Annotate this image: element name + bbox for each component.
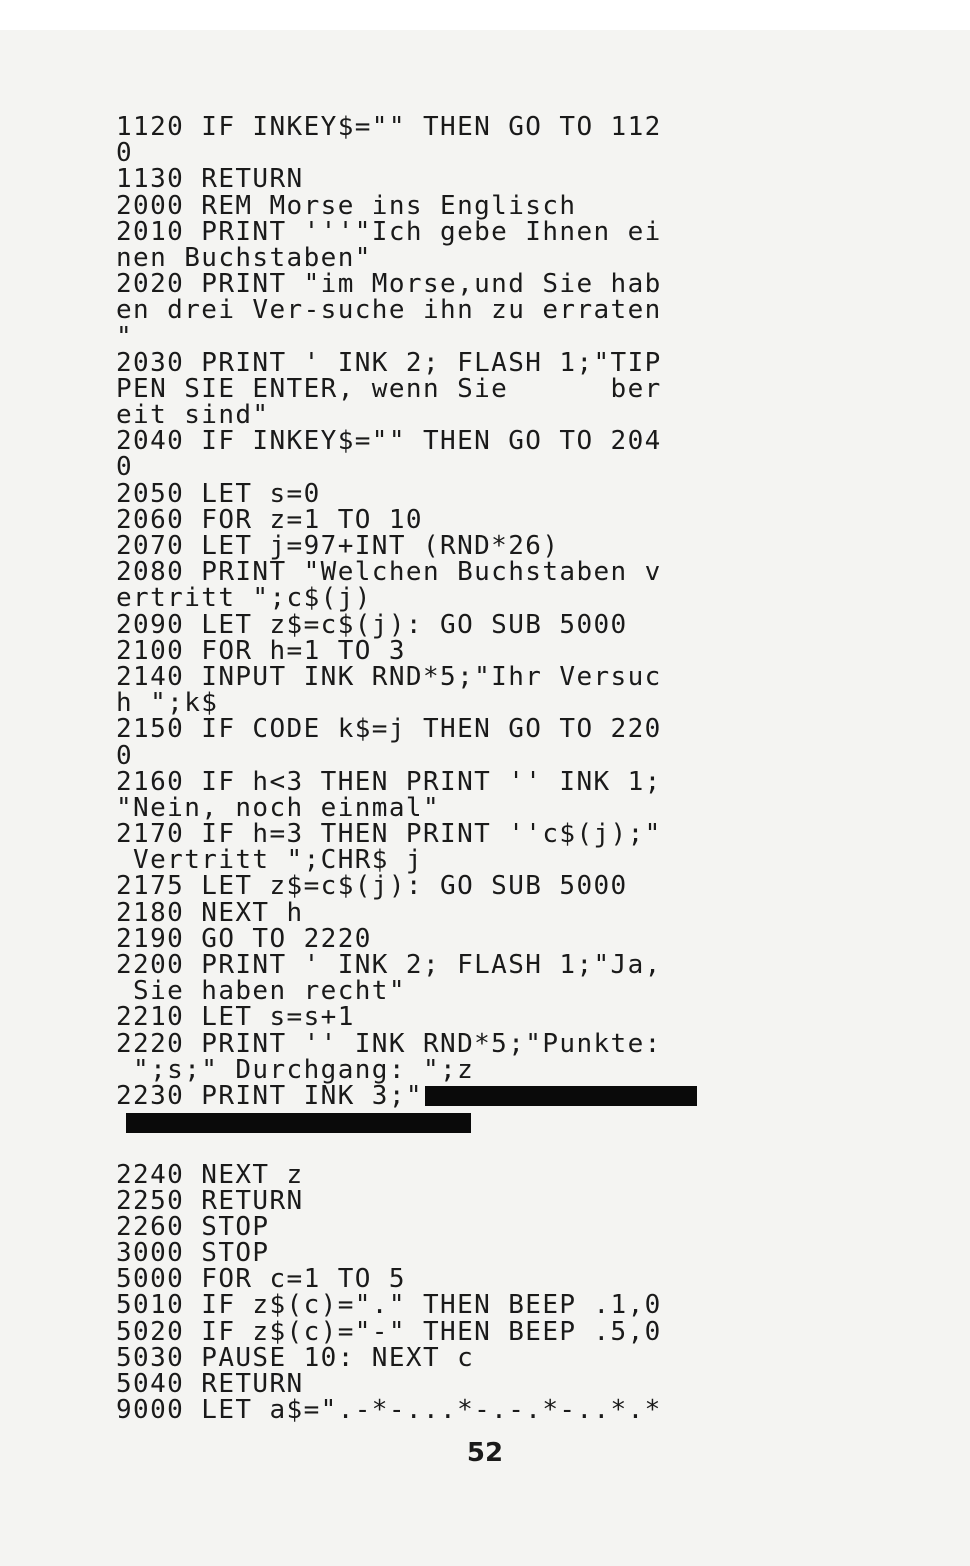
code-line: ertritt ";c$(j) [116, 583, 372, 614]
code-line: ";s;" Durchgang: ";z [116, 1054, 475, 1085]
code-line: Vertritt ";CHR$ j [116, 845, 423, 876]
code-line: 2175 LET z$=c$(j): GO SUB 5000 [116, 871, 628, 902]
code-line: 2060 FOR z=1 TO 10 [116, 504, 423, 535]
code-line: 3000 STOP [116, 1238, 270, 1269]
block-graphic-bar [425, 1086, 697, 1106]
code-line: 2080 PRINT "Welchen Buchstaben v [116, 557, 662, 588]
code-line: 2090 LET z$=c$(j): GO SUB 5000 [116, 609, 628, 640]
code-line: 2220 PRINT '' INK RND*5;"Punkte: [116, 1028, 662, 1059]
code-text: 2230 PRINT INK 3;" [116, 1080, 423, 1111]
block-graphic-bar [126, 1113, 471, 1133]
code-line: " [116, 321, 134, 352]
code-line: 0 [116, 452, 134, 483]
code-line: PEN SIE ENTER, wenn Sie ber [116, 373, 662, 404]
code-line: 2200 PRINT ' INK 2; FLASH 1;"Ja, [116, 950, 662, 980]
code-line: 5040 RETURN [116, 1369, 304, 1399]
code-line: 2040 IF INKEY$="" THEN GO TO 204 [116, 426, 662, 457]
code-line-2230-continued [116, 1109, 756, 1135]
code-line: nen Buchstaben" [116, 242, 372, 273]
code-line: 2020 PRINT "im Morse,und Sie hab [116, 269, 662, 300]
code-line: 2010 PRINT '''"Ich gebe Ihnen ei [116, 216, 662, 247]
code-line: 2190 GO TO 2220 [116, 923, 372, 954]
code-line: 2050 LET s=0 [116, 478, 321, 509]
blank-line [116, 1135, 756, 1161]
code-line: 2170 IF h=3 THEN PRINT ''c$(j);" [116, 819, 662, 850]
code-line: 1120 IF INKEY$="" THEN GO TO 112 [116, 112, 662, 142]
code-line: Sie haben recht" [116, 976, 406, 1007]
code-line: 2030 PRINT ' INK 2; FLASH 1;"TIP [116, 347, 662, 378]
basic-listing [116, 112, 756, 1426]
code-line: 5020 IF z$(c)="-" THEN BEEP .5,0 [116, 1316, 662, 1347]
code-line: 1130 RETURN [116, 164, 304, 195]
code-line: 2210 LET s=s+1 [116, 1002, 355, 1033]
code-line: eit sind" [116, 400, 270, 431]
code-line: 0 [116, 740, 134, 771]
code-line: 2180 NEXT h [116, 897, 304, 928]
code-line: 0 [116, 138, 134, 169]
code-line: 5010 IF z$(c)="." THEN BEEP .1,0 [116, 1290, 662, 1321]
code-line: 5030 PAUSE 10: NEXT c [116, 1342, 475, 1373]
code-line: 2160 IF h<3 THEN PRINT '' INK 1; [116, 766, 662, 797]
code-line: 2250 RETURN [116, 1185, 304, 1216]
code-line: 2260 STOP [116, 1211, 270, 1242]
code-line: 2070 LET j=97+INT (RND*26) [116, 531, 560, 561]
code-line: h ";k$ [116, 688, 219, 719]
code-line: 2100 FOR h=1 TO 3 [116, 635, 406, 666]
code-line: 9000 LET a$=".-*-...*-.-.*-..*.* [116, 1395, 662, 1426]
code-line: 2240 NEXT z [116, 1159, 304, 1190]
code-line: "Nein, noch einmal" [116, 792, 441, 823]
code-line: 2140 INPUT INK RND*5;"Ihr Versuc [116, 661, 662, 692]
code-line: 2150 IF CODE k$=j THEN GO TO 220 [116, 714, 662, 745]
code-line-2230 [116, 1080, 756, 1111]
code-line: 2000 REM Morse ins Englisch [116, 190, 577, 221]
code-line: en drei Ver-suche ihn zu erraten [116, 295, 662, 326]
code-line: 5000 FOR c=1 TO 5 [116, 1264, 406, 1295]
page-number: 52 [466, 1438, 504, 1468]
scan-margin [0, 0, 970, 30]
